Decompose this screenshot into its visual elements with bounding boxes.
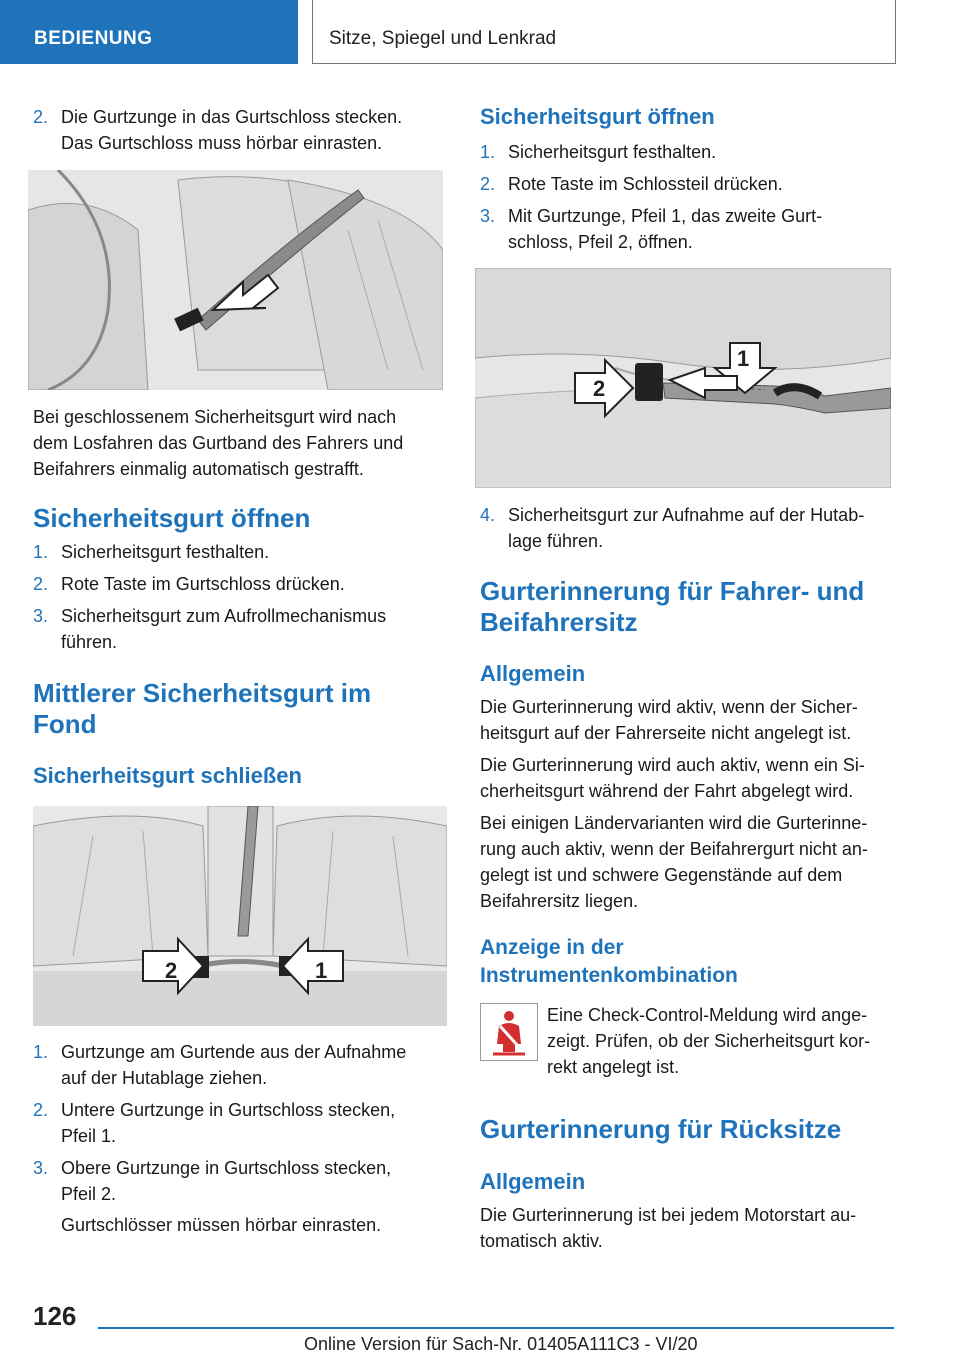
text-line: Bei geschlossenem Sicherheitsgurt wird nach bbox=[33, 407, 397, 427]
list-text: Mit Gurtzunge, Pfeil 1, das zweite Gurt- bbox=[508, 206, 823, 226]
section-heading bbox=[33, 678, 371, 740]
list-text: führen. bbox=[61, 632, 118, 652]
section-label: BEDIENUNG bbox=[34, 28, 153, 49]
seatbelt-warning-icon bbox=[480, 1003, 538, 1061]
list-number: 2. bbox=[33, 107, 49, 127]
list-number: 3. bbox=[480, 206, 496, 226]
chapter-title: Sitze, Spiegel und Lenkrad bbox=[329, 28, 557, 49]
list-number: 2. bbox=[480, 174, 496, 194]
chapter-title-box bbox=[312, 0, 896, 64]
text-line: heitsgurt auf der Fahrerseite nicht angelegt ist. bbox=[480, 723, 852, 743]
list-number: 3. bbox=[33, 606, 49, 626]
subsection-heading: Allgemein bbox=[480, 661, 586, 686]
figure-rear-seat-middle-belt bbox=[33, 806, 447, 1026]
paragraph bbox=[480, 694, 858, 746]
subsection-heading bbox=[480, 934, 738, 990]
subsection-heading: Allgemein bbox=[480, 1169, 586, 1194]
text-line: Beifahrers einmalig automatisch gestrafft. bbox=[33, 459, 364, 479]
text-line: Bei einigen Ländervarianten wird die Gurterinne- bbox=[480, 813, 868, 833]
heading-line: Anzeige in der bbox=[480, 936, 624, 959]
heading-line: Beifahrersitz bbox=[480, 607, 638, 637]
list-text: Untere Gurtzunge in Gurtschloss stecken, bbox=[61, 1100, 396, 1120]
list-number: 2. bbox=[33, 1100, 49, 1120]
arrow-label: 2 bbox=[593, 376, 606, 401]
figure-buckle-release bbox=[475, 268, 891, 488]
list-text: Obere Gurtzunge in Gurtschloss stecken, bbox=[61, 1158, 392, 1178]
text-line: rekt angelegt ist. bbox=[547, 1057, 680, 1077]
list-text: schloss, Pfeil 2, öffnen. bbox=[508, 232, 693, 252]
text-line: Die Gurterinnerung wird auch aktiv, wenn ein Si- bbox=[480, 755, 865, 775]
text-line: rung auch aktiv, wenn der Beifahrergurt nicht an- bbox=[480, 839, 868, 859]
paragraph bbox=[547, 1002, 870, 1080]
footer-text: Online Version für Sach-Nr. 01405A111C3 - VI/20 bbox=[304, 1334, 698, 1354]
page-number: 126 bbox=[33, 1301, 77, 1331]
text-line: zeigt. Prüfen, ob der Sicherheitsgurt kor- bbox=[547, 1031, 871, 1051]
list-text: Pfeil 2. bbox=[61, 1184, 117, 1204]
heading-line: Gurterinnerung für Fahrer- und bbox=[480, 576, 865, 606]
arrow-label: 1 bbox=[315, 958, 328, 983]
list-text: Die Gurtzunge in das Gurtschloss stecken. bbox=[61, 107, 403, 127]
list-text: auf der Hutablage ziehen. bbox=[61, 1068, 268, 1088]
list-number: 4. bbox=[480, 505, 496, 525]
list-text: Rote Taste im Schlossteil drücken. bbox=[508, 174, 783, 194]
heading-line: Fond bbox=[33, 709, 97, 739]
section-heading: Sicherheitsgurt öffnen bbox=[480, 104, 715, 129]
list-text: Das Gurtschloss muss hörbar einrasten. bbox=[61, 133, 383, 153]
figure-front-seat-buckle bbox=[28, 170, 443, 390]
list-text: Sicherheitsgurt festhalten. bbox=[61, 542, 270, 562]
text-line: Eine Check-Control-Meldung wird ange- bbox=[547, 1005, 868, 1025]
text-line: gelegt ist und schwere Gegenstände auf dem bbox=[480, 865, 843, 885]
section-heading: Sicherheitsgurt öffnen bbox=[33, 503, 311, 533]
text-line: dem Losfahren das Gurtband des Fahrers und bbox=[33, 433, 404, 453]
paragraph bbox=[480, 752, 865, 804]
arrow-label: 1 bbox=[737, 346, 750, 371]
text-line: Beifahrersitz liegen. bbox=[480, 891, 639, 911]
footer-divider bbox=[98, 1327, 894, 1329]
list-text: Sicherheitsgurt festhalten. bbox=[508, 142, 717, 162]
list-text: Sicherheitsgurt zur Aufnahme auf der Hutab- bbox=[508, 505, 865, 525]
section-tab bbox=[0, 0, 298, 64]
paragraph bbox=[33, 404, 403, 482]
list-text: Gurtzunge am Gurtende aus der Aufnahme bbox=[61, 1042, 407, 1062]
paragraph bbox=[480, 1202, 856, 1254]
subsection-heading: Sicherheitsgurt schließen bbox=[33, 763, 302, 788]
heading-line: Instrumentenkombination bbox=[480, 964, 738, 987]
list-text: Pfeil 1. bbox=[61, 1126, 117, 1146]
text-line: Die Gurterinnerung ist bei jedem Motorstart au- bbox=[480, 1205, 857, 1225]
note-text: Gurtschlösser müssen hörbar einrasten. bbox=[61, 1215, 382, 1235]
list-number: 1. bbox=[33, 1042, 49, 1062]
paragraph bbox=[480, 810, 868, 914]
heading-line: Mittlerer Sicherheitsgurt im bbox=[33, 678, 372, 708]
list-number: 1. bbox=[33, 542, 49, 562]
list-number: 3. bbox=[33, 1158, 49, 1178]
section-heading: Gurterinnerung für Rücksitze bbox=[480, 1114, 842, 1144]
text-line: cherheitsgurt während der Fahrt abgelegt wird. bbox=[480, 781, 854, 801]
text-line: tomatisch aktiv. bbox=[480, 1231, 603, 1251]
list-text: lage führen. bbox=[508, 531, 604, 551]
section-heading bbox=[480, 576, 864, 638]
text-line: Die Gurterinnerung wird aktiv, wenn der Sicher- bbox=[480, 697, 858, 717]
arrow-label: 2 bbox=[165, 958, 178, 983]
list-text: Sicherheitsgurt zum Aufrollmechanismus bbox=[61, 606, 387, 626]
list-number: 2. bbox=[33, 574, 49, 594]
list-text: Rote Taste im Gurtschloss drücken. bbox=[61, 574, 345, 594]
list-number: 1. bbox=[480, 142, 496, 162]
